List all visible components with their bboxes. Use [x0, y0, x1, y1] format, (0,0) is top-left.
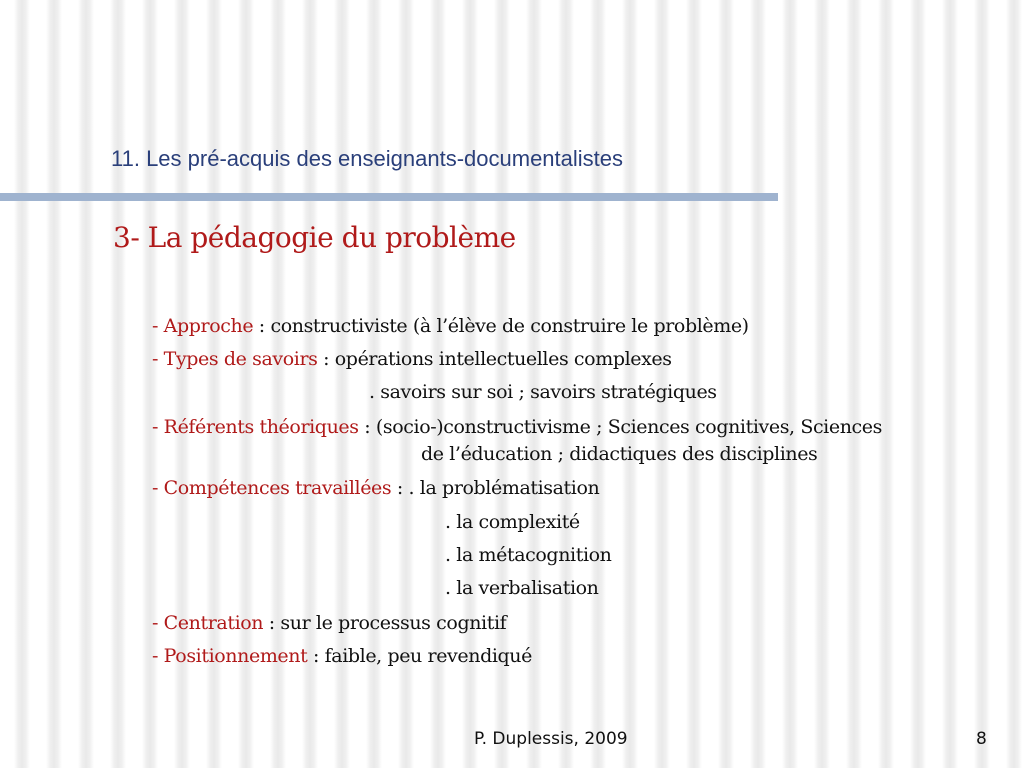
bullet-separator: :	[307, 645, 325, 667]
bullet-types-de-savoirs	[152, 348, 672, 370]
bullet-term: Positionnement	[163, 645, 308, 667]
bullet-term: Centration	[163, 612, 264, 634]
bullet-separator: :	[317, 348, 335, 370]
bullet-dash: -	[152, 477, 164, 499]
footer-author: P. Duplessis, 2009	[474, 729, 628, 749]
continuation-line: . la métacognition	[445, 544, 612, 566]
bullet-text: opérations intellectuelles complexes	[334, 348, 672, 370]
bullet-separator: :	[263, 612, 281, 634]
bullet-centration	[152, 612, 506, 634]
bullet-referents-theoriques	[152, 416, 882, 438]
bullet-approche	[152, 315, 749, 337]
bullet-text: faible, peu revendiqué	[324, 645, 532, 667]
bullet-term: Approche	[163, 315, 254, 337]
bullet-separator: :	[358, 416, 376, 438]
bullet-term: Types de savoirs	[163, 348, 318, 370]
bullet-positionnement	[152, 645, 532, 667]
bullet-dash: -	[152, 645, 164, 667]
bullet-text: constructiviste (à l’élève de construire le problème)	[270, 315, 749, 337]
bullet-dash: -	[152, 348, 164, 370]
continuation-line: . la verbalisation	[445, 577, 599, 599]
bullet-competences-travaillees	[152, 477, 599, 499]
continuation-line: . savoirs sur soi ; savoirs stratégiques	[369, 381, 717, 403]
continuation-line: de l’éducation ; didactiques des disciplines	[421, 443, 818, 465]
bullet-text: sur le processus cognitif	[280, 612, 507, 634]
bullet-dash: -	[152, 315, 164, 337]
slide-header-title: 11. Les pré-acquis des enseignants-documentalistes	[111, 146, 624, 171]
page-number: 8	[976, 729, 987, 749]
bullet-term: Référents théoriques	[163, 416, 359, 438]
bullet-dash: -	[152, 416, 164, 438]
bullet-term: Compétences travaillées	[163, 477, 392, 499]
bullet-text: (socio-)constructivisme ; Sciences cognitives, Sciences	[375, 416, 882, 438]
section-title: 3- La pédagogie du problème	[113, 221, 516, 254]
bullet-dash: -	[152, 612, 164, 634]
bullet-separator: :	[253, 315, 271, 337]
bullet-separator: :	[391, 477, 409, 499]
bullet-text: . la problématisation	[408, 477, 600, 499]
continuation-line: . la complexité	[445, 511, 580, 533]
